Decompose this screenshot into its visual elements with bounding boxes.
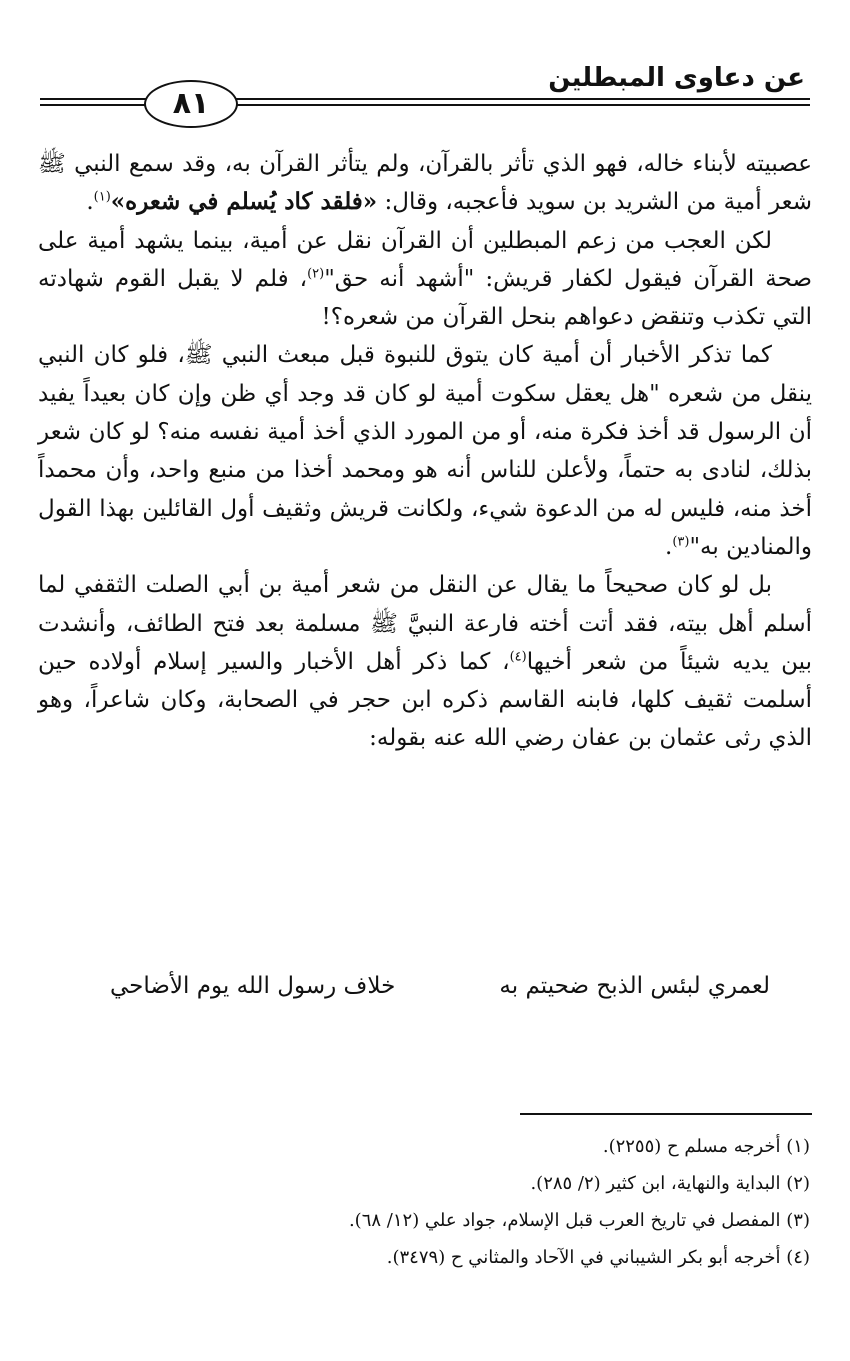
main-text (38, 145, 812, 758)
footnote-separator (520, 1113, 812, 1115)
paragraph-4-text: بل لو كان صحيحاً ما يقال عن النقل من شعر أمية بن أبي الصلت الثقفي لما أسلم أهل بيته، فقد أتت أخته فارعة النبيَّ ﷺ مسلمة بعد فتح الطائف، وأنشدت بين يديه شيئاً من شعر أخيها (38, 572, 812, 675)
paragraph-2-end: ، فلم لا يقبل القوم شهادته التي تكذب وتنقض دعواهم بنحل القرآن من شعره؟! (38, 265, 812, 331)
header-rule-right-bottom (232, 104, 810, 106)
paragraph-4 (38, 566, 812, 757)
paragraph-3-text: كما تذكر الأخبار أن أمية كان يتوق للنبوة قبل مبعث النبي ﷺ، فلو كان النبي ينقل من شعره "هل يعقل سكوت أمية لو كان قد وجد أي ظن وإن كان بعيداً يفيد أن الرسول قد أخذ فكرة منه، أو من المورد الذي أخذ أمية نفسه منه؟ لو كان شعر بذلك، لنادى به حتماً، ولأعلن للناس أنه هو ومحمد أخذا من منبع واحد، وأن محمداً أخذ منه، فليس له من الدعوة شيء، ولكانت قريش وثقيف أول القائلين بهذا القول والمنادين به" (38, 342, 812, 560)
prophet-quote: «فلقد كاد يُسلم في شعره» (110, 188, 378, 216)
paragraph-1 (38, 145, 812, 222)
header-rule-right-top (232, 98, 810, 100)
header-rule-left-top (40, 98, 146, 100)
paragraph-2-text: لكن العجب من زعم المبطلين أن القرآن نقل عن أمية، بينما يشهد أمية على صحة القرآن فيقول لكفار قريش: "أشهد أنه حق" (38, 227, 813, 292)
header-rule-left-bottom (40, 104, 146, 106)
footnotes (250, 1128, 810, 1276)
paragraph-3-end: . (665, 533, 673, 560)
footnote-ref-3[interactable]: (٣) (672, 534, 690, 550)
paragraph-2 (38, 222, 812, 337)
paragraph-3 (38, 336, 812, 566)
footnote-ref-1[interactable]: (١) (93, 189, 111, 205)
footnote-4: (٤) أخرجه أبو بكر الشيباني في الآحاد والمثاني ح (٣٤٧٩). (386, 1247, 810, 1268)
footnote-1: (١) أخرجه مسلم ح (٢٢٥٥). (602, 1136, 810, 1157)
verse-second-hemistich: خلاف رسول الله يوم الأضاحي (110, 973, 396, 999)
paragraph-4-end: ، كما ذكر أهل الأخبار والسير إسلام أولاده حين أسلمت ثقيف كلها، فابنه القاسم ذكره ابن حجر في الصحابة، وكان شاعراً، وهو الذي رثى عثمان بن عفان رضي الله عنه بقوله: (38, 648, 812, 752)
footnote-ref-4[interactable]: (٤) (509, 649, 527, 665)
verse-first-hemistich: لعمري لبئس الذبح ضحيتم به (499, 973, 770, 999)
footnote-ref-2[interactable]: (٢) (307, 266, 325, 282)
page-number: ٨١ (144, 80, 238, 128)
paragraph-1-text: عصبيته لأبناء خاله، فهو الذي تأثر بالقرآن، ولم يتأثر القرآن به، وقد سمع النبي ﷺ شعر أمية من الشريد بن سويد فأعجبه، وقال: (38, 151, 812, 216)
poetry-verse (110, 968, 770, 1004)
footnote-2: (٢) البداية والنهاية، ابن كثير (٢/ ٢٨٥). (530, 1173, 810, 1194)
running-title: عن دعاوى المبطلين (548, 63, 805, 93)
footnote-3: (٣) المفصل في تاريخ العرب قبل الإسلام، جواد علي (١٢/ ٦٨). (348, 1210, 810, 1231)
paragraph-1-end: . (86, 189, 94, 216)
